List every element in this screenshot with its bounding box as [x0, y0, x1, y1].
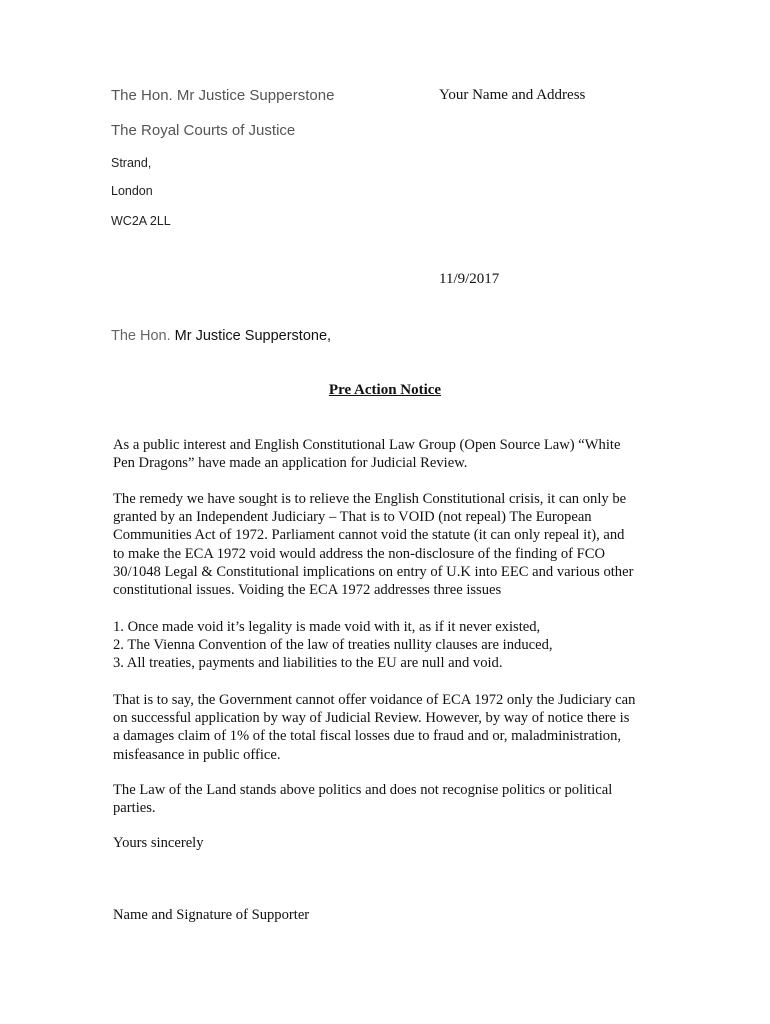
paragraph-line: 30/1048 Legal & Constitutional implications on entry of U.K into EEC and various other: [113, 563, 634, 580]
paragraph-line: That is to say, the Government cannot offer voidance of ECA 1972 only the Judiciary can: [113, 692, 636, 708]
body-paragraph: [113, 691, 673, 764]
paragraph-line: to make the ECA 1972 void would address the non-disclosure of the finding of FCO: [113, 545, 606, 562]
list-item: 3. All treaties, payments and liabilities to the EU are null and void.: [113, 655, 503, 672]
closing: Yours sincerely: [113, 835, 204, 851]
salutation: [111, 328, 331, 344]
recipient-address-line: WC2A 2LL: [111, 214, 171, 228]
recipient-address-line: London: [111, 184, 153, 198]
paragraph-line: Pen Dragons” have made an application for Judicial Review.: [113, 455, 468, 472]
paragraph-line: The remedy we have sought is to relieve the English Constitutional crisis, it can only be: [113, 491, 627, 507]
paragraph-line: misfeasance in public office.: [113, 746, 281, 763]
signature-line: Name and Signature of Supporter: [113, 907, 310, 923]
document-title: Pre Action Notice: [328, 382, 442, 398]
body-paragraph: [113, 781, 673, 817]
recipient-name: The Hon. Mr Justice Supperstone: [111, 87, 335, 104]
recipient-court: The Royal Courts of Justice: [111, 122, 296, 139]
list-item: 2. The Vienna Convention of the law of treaties nullity clauses are induced,: [113, 637, 553, 654]
salutation-name: Mr Justice Supperstone,: [170, 328, 332, 344]
sender-name-address-placeholder: Your Name and Address: [439, 87, 586, 103]
body-paragraph: [113, 490, 673, 599]
numbered-issues-list: [113, 618, 673, 673]
paragraph-line: The Law of the Land stands above politics and does not recognise politics or political: [113, 782, 613, 798]
paragraph-line: parties.: [113, 800, 156, 817]
paragraph-line: granted by an Independent Judiciary – That is to VOID (not repeal) The European: [113, 509, 592, 526]
paragraph-line: Communities Act of 1972. Parliament cannot void the statute (it can only repeal it), and: [113, 527, 625, 544]
recipient-address-line: Strand,: [111, 156, 152, 170]
list-item: 1. Once made void it’s legality is made void with it, as if it never existed,: [113, 619, 541, 635]
paragraph-line: a damages claim of 1% of the total fiscal losses due to fraud and or, maladministration,: [113, 728, 622, 745]
paragraph-line: As a public interest and English Constitutional Law Group (Open Source Law) “White: [113, 437, 621, 453]
body-paragraph: [113, 436, 673, 472]
paragraph-line: constitutional issues. Voiding the ECA 1972 addresses three issues: [113, 582, 502, 599]
letter-date: 11/9/2017: [439, 271, 500, 287]
paragraph-line: on successful application by way of Judicial Review. However, by way of notice there is: [113, 710, 630, 727]
salutation-prefix: The Hon.: [111, 328, 171, 344]
